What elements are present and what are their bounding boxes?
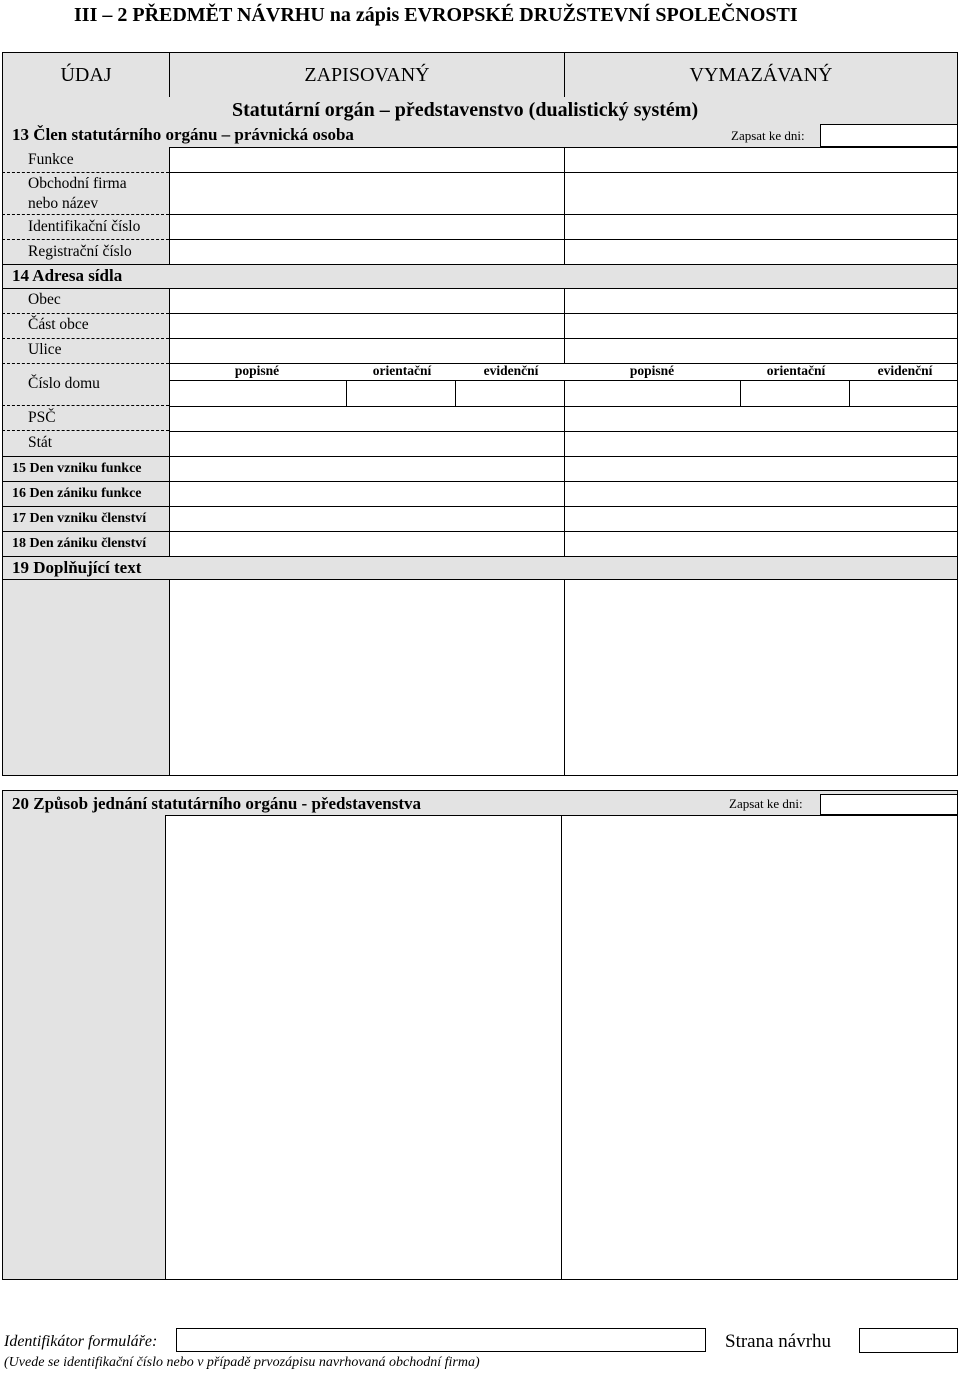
- doplnujici-text-vymaz[interactable]: [564, 579, 958, 776]
- funkce-vymaz[interactable]: [564, 147, 958, 173]
- header-udaj: ÚDAJ: [2, 52, 170, 98]
- registracni-vymaz[interactable]: [564, 239, 958, 265]
- label-den-zaniku-clenstvi: 18 Den zániku členství: [12, 536, 147, 551]
- divider: [2, 506, 169, 507]
- divider: [2, 405, 169, 406]
- divider: [2, 430, 169, 431]
- item19-label: 19 Doplňující text: [12, 558, 142, 577]
- item13-zapsat-label: Zapsat ke dni:: [731, 128, 805, 143]
- identifikator-label: Identifikátor formuláře:: [4, 1333, 158, 1350]
- label-stat: Stát: [28, 434, 53, 451]
- den-zaniku-funkce-zapis[interactable]: [169, 481, 565, 507]
- divider: [2, 313, 169, 314]
- cast-obce-vymaz[interactable]: [564, 313, 958, 339]
- label-cislo-domu: Číslo domu: [28, 375, 100, 392]
- label-identifikacni-cislo: Identifikační číslo: [28, 218, 141, 235]
- label-den-zaniku-funkce: 16 Den zániku funkce: [12, 486, 142, 501]
- ulice-zapis[interactable]: [169, 338, 565, 364]
- label-den-vzniku-clenstvi: 17 Den vzniku členství: [12, 511, 147, 526]
- number-header: popisné: [629, 363, 675, 378]
- evidencni-vymaz-input[interactable]: [849, 380, 958, 407]
- main-form-section: [2, 52, 958, 778]
- popisne-vymaz-input[interactable]: [564, 380, 741, 407]
- den-vzniku-funkce-zapis[interactable]: [169, 456, 565, 482]
- cast-obce-zapis[interactable]: [169, 313, 565, 339]
- section-20: [2, 790, 958, 1282]
- number-header: evidenční: [877, 363, 933, 378]
- zpusob-jednani-vymaz[interactable]: [561, 815, 958, 1280]
- stat-zapis[interactable]: [169, 431, 565, 457]
- item14-label: 14 Adresa sídla: [12, 266, 123, 285]
- item19-band: [2, 556, 958, 580]
- section-title: Statutární orgán – představenstvo (dualistický systém): [232, 99, 699, 121]
- identifikator-note: (Uvede se identifikační číslo nebo v případě prvozápisu navrhovaná obchodní firma): [4, 1355, 480, 1370]
- registracni-zapis[interactable]: [169, 239, 565, 265]
- header-zapisovany: ZAPISOVANÝ: [169, 52, 565, 98]
- label-obec: Obec: [28, 291, 61, 308]
- item14-band: [2, 264, 958, 289]
- item13-label: 13 Člen statutárního orgánu – právnická osoba: [12, 125, 354, 144]
- divider: [2, 239, 169, 240]
- popisne-zapis-input[interactable]: [169, 380, 347, 407]
- item20-zapsat-label: Zapsat ke dni:: [729, 796, 803, 811]
- divider: [2, 338, 169, 339]
- ico-zapis[interactable]: [169, 214, 565, 240]
- number-header: popisné: [234, 363, 280, 378]
- den-vzniku-clenstvi-vymaz[interactable]: [564, 506, 958, 532]
- strana-input[interactable]: [859, 1328, 958, 1353]
- stat-vymaz[interactable]: [564, 431, 958, 457]
- item20-label: 20 Způsob jednání statutárního orgánu - představenstva: [12, 794, 422, 813]
- ulice-vymaz[interactable]: [564, 338, 958, 364]
- label-den-vzniku-funkce: 15 Den vzniku funkce: [12, 461, 142, 476]
- divider: [2, 481, 169, 482]
- number-header: evidenční: [483, 363, 539, 378]
- page-title: III – 2 PŘEDMĚT NÁVRHU na zápis EVROPSKÉ DRUŽSTEVNÍ SPOLEČNOSTI: [74, 4, 798, 26]
- number-header: orientační: [766, 363, 826, 378]
- label-cast-obce: Část obce: [28, 316, 89, 333]
- zpusob-jednani-zapis[interactable]: [165, 815, 562, 1280]
- number-header: orientační: [372, 363, 432, 378]
- orientacni-zapis-input[interactable]: [346, 380, 456, 407]
- den-vzniku-funkce-vymaz[interactable]: [564, 456, 958, 482]
- divider: [2, 172, 169, 173]
- divider: [2, 363, 169, 364]
- firma-zapis[interactable]: [169, 172, 565, 215]
- label-psc: PSČ: [28, 409, 56, 426]
- doplnujici-text-zapis[interactable]: [169, 579, 565, 776]
- den-vzniku-clenstvi-zapis[interactable]: [169, 506, 565, 532]
- item20-zapsat-input[interactable]: [820, 794, 958, 815]
- evidencni-zapis-input[interactable]: [455, 380, 565, 407]
- psc-vymaz[interactable]: [564, 406, 958, 432]
- den-zaniku-funkce-vymaz[interactable]: [564, 481, 958, 507]
- identifikator-input[interactable]: [176, 1328, 706, 1352]
- ico-vymaz[interactable]: [564, 214, 958, 240]
- orientacni-vymaz-input[interactable]: [740, 380, 850, 407]
- firma-vymaz[interactable]: [564, 172, 958, 215]
- divider: [2, 456, 169, 457]
- label-registracni-cislo: Registrační číslo: [28, 243, 132, 260]
- den-zaniku-clenstvi-zapis[interactable]: [169, 531, 565, 557]
- item13-zapsat-input[interactable]: [820, 124, 958, 147]
- den-zaniku-clenstvi-vymaz[interactable]: [564, 531, 958, 557]
- divider: [2, 531, 169, 532]
- label-nebo-nazev: nebo název: [28, 195, 99, 212]
- label-ulice: Ulice: [28, 341, 62, 358]
- label-funkce: Funkce: [28, 151, 74, 168]
- obec-vymaz[interactable]: [564, 288, 958, 314]
- label-obchodni-firma: Obchodní firma: [28, 175, 127, 192]
- strana-label: Strana návrhu: [725, 1331, 832, 1352]
- funkce-zapis[interactable]: [169, 147, 565, 173]
- psc-zapis[interactable]: [169, 406, 565, 432]
- divider: [2, 214, 169, 215]
- header-vymazavany: VYMAZÁVANÝ: [564, 52, 958, 98]
- obec-zapis[interactable]: [169, 288, 565, 314]
